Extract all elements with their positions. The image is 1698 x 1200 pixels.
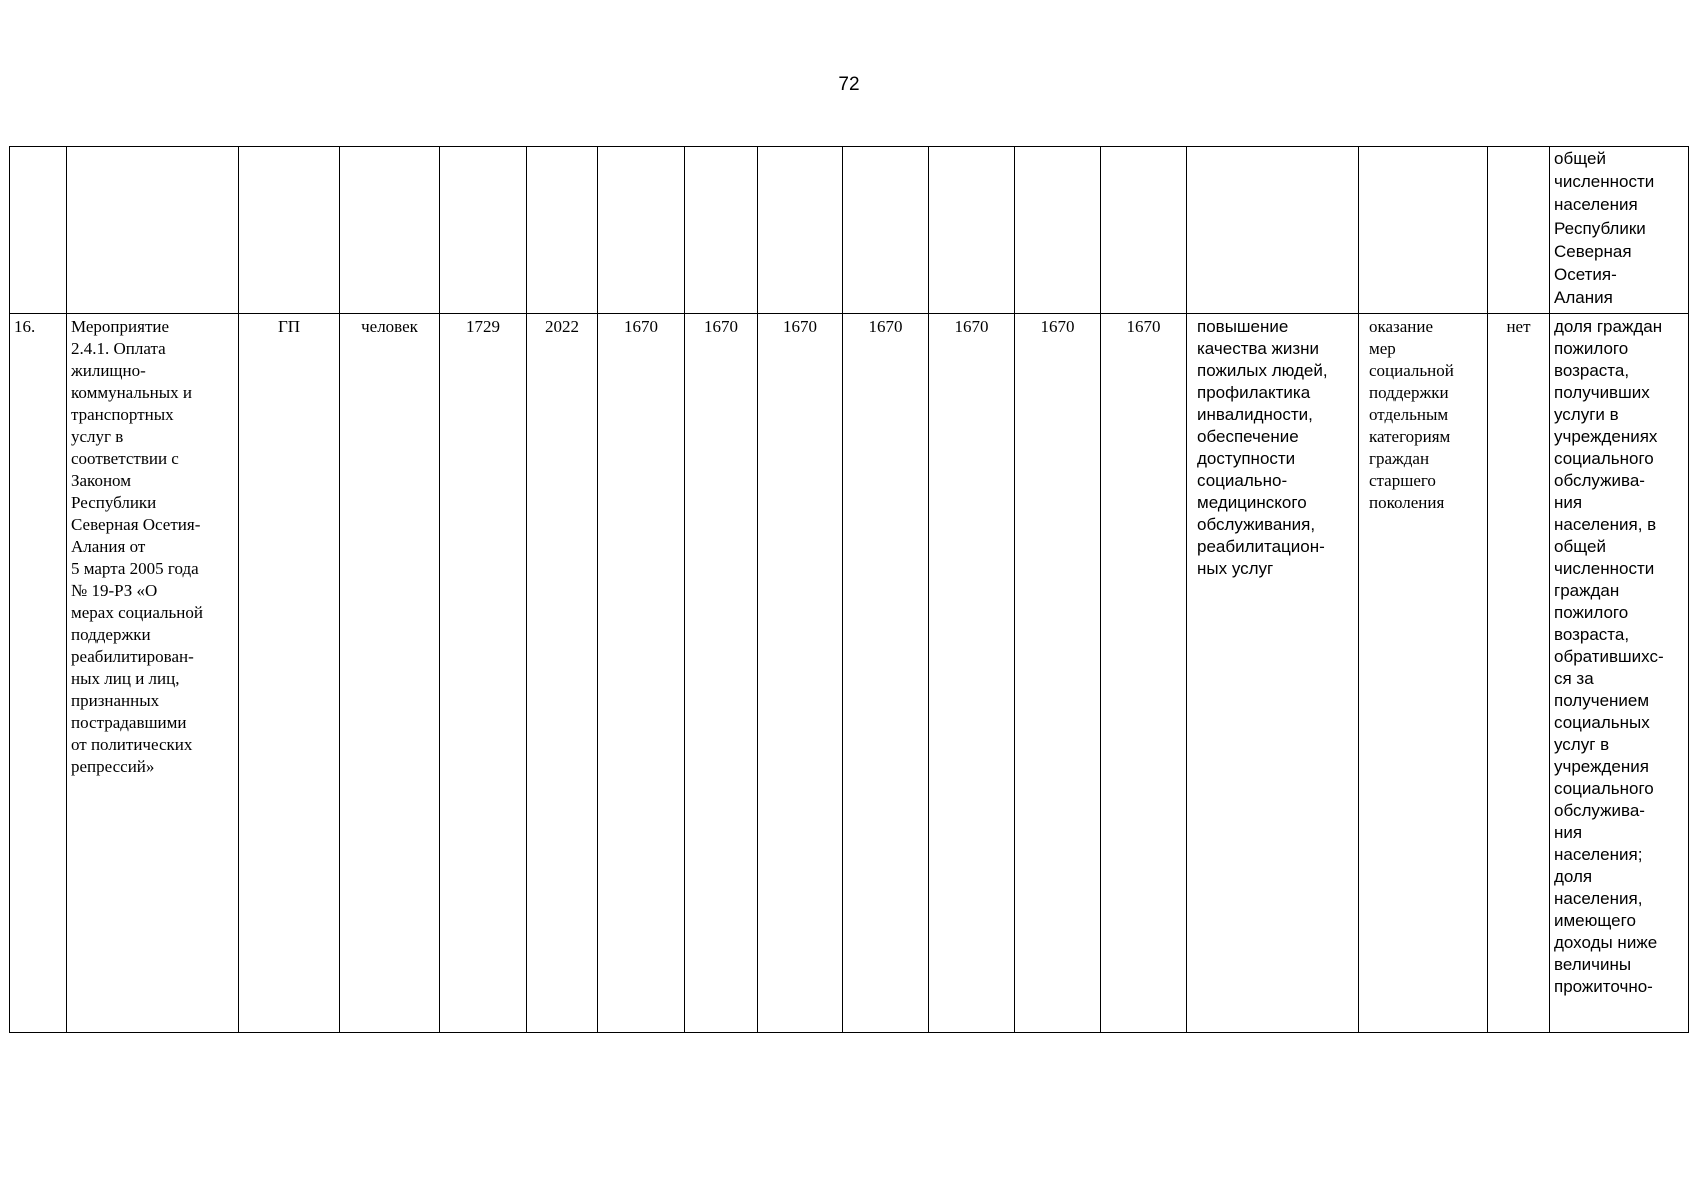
cell-empty (67, 147, 239, 314)
cell-empty (685, 147, 758, 314)
measure-cell: оказание мер социальной поддержки отдельным категориям граждан старшего поколения (1359, 314, 1488, 1033)
cell-empty (758, 147, 843, 314)
cell-empty (239, 147, 340, 314)
value-cell: 1670 (929, 314, 1015, 1033)
cell-empty (1359, 147, 1488, 314)
cell-empty (1015, 147, 1101, 314)
cell-empty (843, 147, 929, 314)
cell-empty (1488, 147, 1550, 314)
cell-empty (10, 147, 67, 314)
activity-name-cell: Мероприятие 2.4.1. Оплата жилищно- коммунальных и транспортных услуг в соответствии с Законом Республики Северная Осетия- Алания от 5 марта 2005 года № 19-РЗ «О мерах социальной поддержки реабилитирован- ных лиц и лиц, признанных пострадавшими от политических репрессий» (67, 314, 239, 1033)
program-cell: ГП (239, 314, 340, 1033)
flag-cell: нет (1488, 314, 1550, 1033)
value-cell: 1670 (843, 314, 929, 1033)
program-table (9, 146, 1689, 1033)
cell-empty (1101, 147, 1187, 314)
cell-empty (929, 147, 1015, 314)
page-number: 72 (838, 74, 860, 95)
value-cell: 2022 (527, 314, 598, 1033)
cell-empty (527, 147, 598, 314)
cell-empty (1187, 147, 1359, 314)
row-number-cell: 16. (10, 314, 67, 1033)
unit-cell: человек (340, 314, 440, 1033)
value-cell: 1670 (1015, 314, 1101, 1033)
indicator-cell: доля граждан пожилого возраста, получивших услуги в учреждениях социального обслужива- ния населения, в общей численности граждан пожилого возраста, обратившихс- ся за получением социальных услуг в учреждения социального обслужива- ния населения; доля населения, имеющего доходы ниже величины прожиточно- (1550, 314, 1689, 1033)
value-cell: 1670 (758, 314, 843, 1033)
cell-empty (598, 147, 685, 314)
value-cell: 1670 (685, 314, 758, 1033)
indicator-continuation-cell: общей численности населения Республики Северная Осетия- Алания (1550, 147, 1689, 314)
cell-empty (340, 147, 440, 314)
value-cell: 1729 (440, 314, 527, 1033)
value-cell: 1670 (598, 314, 685, 1033)
table-row-continuation (10, 147, 1689, 314)
value-cell: 1670 (1101, 314, 1187, 1033)
cell-empty (440, 147, 527, 314)
expected-result-cell: повышение качества жизни пожилых людей, профилактика инвалидности, обеспечение доступности социально- медицинского обслуживания, реабилитацион- ных услуг (1187, 314, 1359, 1033)
table-row (10, 314, 1689, 1033)
